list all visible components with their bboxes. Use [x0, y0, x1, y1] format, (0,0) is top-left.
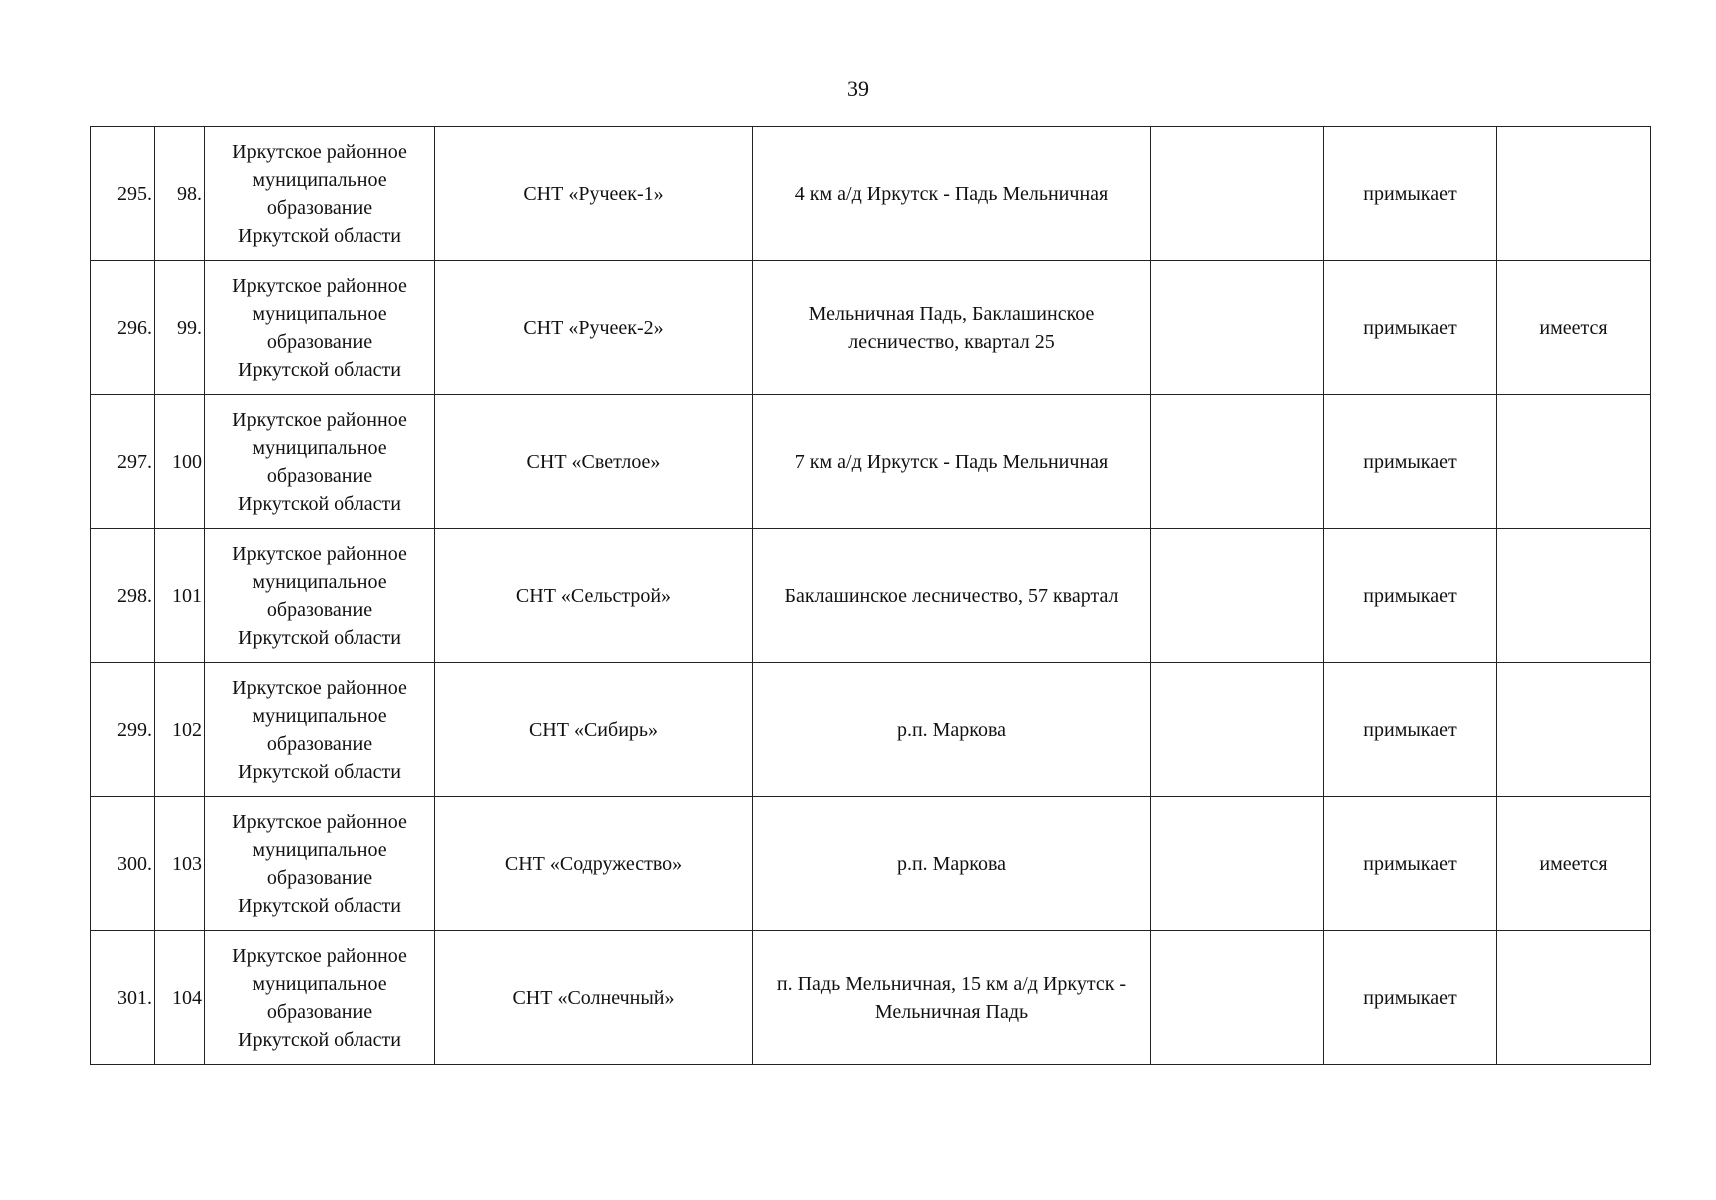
organization-line: Иркутской области	[238, 1028, 401, 1051]
table-row	[91, 663, 1651, 797]
empty-cell	[1151, 663, 1324, 797]
adjacency-cell: примыкает	[1324, 127, 1497, 261]
location-cell: р.п. Маркова	[753, 797, 1151, 931]
adjacency-cell: примыкает	[1324, 261, 1497, 395]
organization-line: образование	[266, 464, 373, 487]
adjacency-cell: примыкает	[1324, 663, 1497, 797]
sub-number-cell: 102	[155, 663, 205, 797]
organization-line: Иркутской области	[238, 626, 401, 649]
adjacency-cell: примыкает	[1324, 395, 1497, 529]
organization-line: Иркутское районное	[232, 810, 407, 833]
organization-line: муниципальное	[252, 704, 387, 727]
name-cell: СНТ «Сельстрой»	[435, 529, 753, 663]
availability-cell	[1497, 395, 1651, 529]
sub-number-cell: 101	[155, 529, 205, 663]
organization-line: муниципальное	[252, 570, 387, 593]
row-number-cell: 295.	[91, 127, 155, 261]
organization-line: образование	[266, 598, 373, 621]
adjacency-cell: примыкает	[1324, 529, 1497, 663]
availability-cell: имеется	[1497, 261, 1651, 395]
name-cell: СНТ «Солнечный»	[435, 931, 753, 1065]
availability-cell	[1497, 127, 1651, 261]
organization-line: муниципальное	[252, 972, 387, 995]
sub-number-cell: 100	[155, 395, 205, 529]
organization-line: Иркутской области	[238, 358, 401, 381]
name-cell: СНТ «Ручеек-1»	[435, 127, 753, 261]
table-row	[91, 797, 1651, 931]
availability-cell	[1497, 663, 1651, 797]
row-number-cell: 296.	[91, 261, 155, 395]
organization-line: Иркутской области	[238, 760, 401, 783]
row-number-cell: 298.	[91, 529, 155, 663]
location-cell: 7 км а/д Иркутск - Падь Мельничная	[753, 395, 1151, 529]
availability-cell: имеется	[1497, 797, 1651, 931]
empty-cell	[1151, 261, 1324, 395]
empty-cell	[1151, 797, 1324, 931]
adjacency-cell: примыкает	[1324, 797, 1497, 931]
name-cell: СНТ «Светлое»	[435, 395, 753, 529]
page-number: 39	[847, 76, 869, 101]
location-cell: Баклашинское лесничество, 57 квартал	[753, 529, 1151, 663]
organization-cell	[205, 931, 435, 1065]
empty-cell	[1151, 395, 1324, 529]
empty-cell	[1151, 931, 1324, 1065]
organization-line: образование	[266, 330, 373, 353]
row-number-cell: 299.	[91, 663, 155, 797]
row-number-cell: 297.	[91, 395, 155, 529]
location-cell: 4 км а/д Иркутск - Падь Мельничная	[753, 127, 1151, 261]
name-cell: СНТ «Ручеек-2»	[435, 261, 753, 395]
organization-line: образование	[266, 196, 373, 219]
organization-cell	[205, 261, 435, 395]
table-row	[91, 261, 1651, 395]
organization-line: образование	[266, 866, 373, 889]
organization-cell	[205, 797, 435, 931]
organization-cell	[205, 395, 435, 529]
organization-line: Иркутское районное	[232, 542, 407, 565]
adjacency-cell: примыкает	[1324, 931, 1497, 1065]
registry-table	[90, 126, 1651, 1065]
organization-cell	[205, 127, 435, 261]
organization-line: Иркутское районное	[232, 676, 407, 699]
table-row	[91, 395, 1651, 529]
name-cell: СНТ «Сибирь»	[435, 663, 753, 797]
empty-cell	[1151, 127, 1324, 261]
organization-line: Иркутской области	[238, 894, 401, 917]
row-number-cell: 301.	[91, 931, 155, 1065]
organization-line: муниципальное	[252, 436, 387, 459]
organization-line: Иркутское районное	[232, 408, 407, 431]
row-number-cell: 300.	[91, 797, 155, 931]
sub-number-cell: 104	[155, 931, 205, 1065]
table-row	[91, 931, 1651, 1065]
sub-number-cell: 103	[155, 797, 205, 931]
organization-line: муниципальное	[252, 838, 387, 861]
table-body	[91, 127, 1651, 1065]
organization-line: муниципальное	[252, 302, 387, 325]
empty-cell	[1151, 529, 1324, 663]
organization-line: Иркутской области	[238, 492, 401, 515]
organization-line: Иркутское районное	[232, 274, 407, 297]
organization-cell	[205, 663, 435, 797]
location-cell: р.п. Маркова	[753, 663, 1151, 797]
organization-line: образование	[266, 1000, 373, 1023]
availability-cell	[1497, 931, 1651, 1065]
location-cell: п. Падь Мельничная, 15 км а/д Иркутск - Мельничная Падь	[753, 931, 1151, 1065]
sub-number-cell: 98.	[155, 127, 205, 261]
organization-line: Иркутское районное	[232, 140, 407, 163]
name-cell: СНТ «Содружество»	[435, 797, 753, 931]
sub-number-cell: 99.	[155, 261, 205, 395]
organization-line: Иркутской области	[238, 224, 401, 247]
organization-cell	[205, 529, 435, 663]
availability-cell	[1497, 529, 1651, 663]
location-cell: Мельничная Падь, Баклашинское лесничество, квартал 25	[753, 261, 1151, 395]
organization-line: образование	[266, 732, 373, 755]
organization-line: муниципальное	[252, 168, 387, 191]
table-row	[91, 127, 1651, 261]
table-row	[91, 529, 1651, 663]
organization-line: Иркутское районное	[232, 944, 407, 967]
